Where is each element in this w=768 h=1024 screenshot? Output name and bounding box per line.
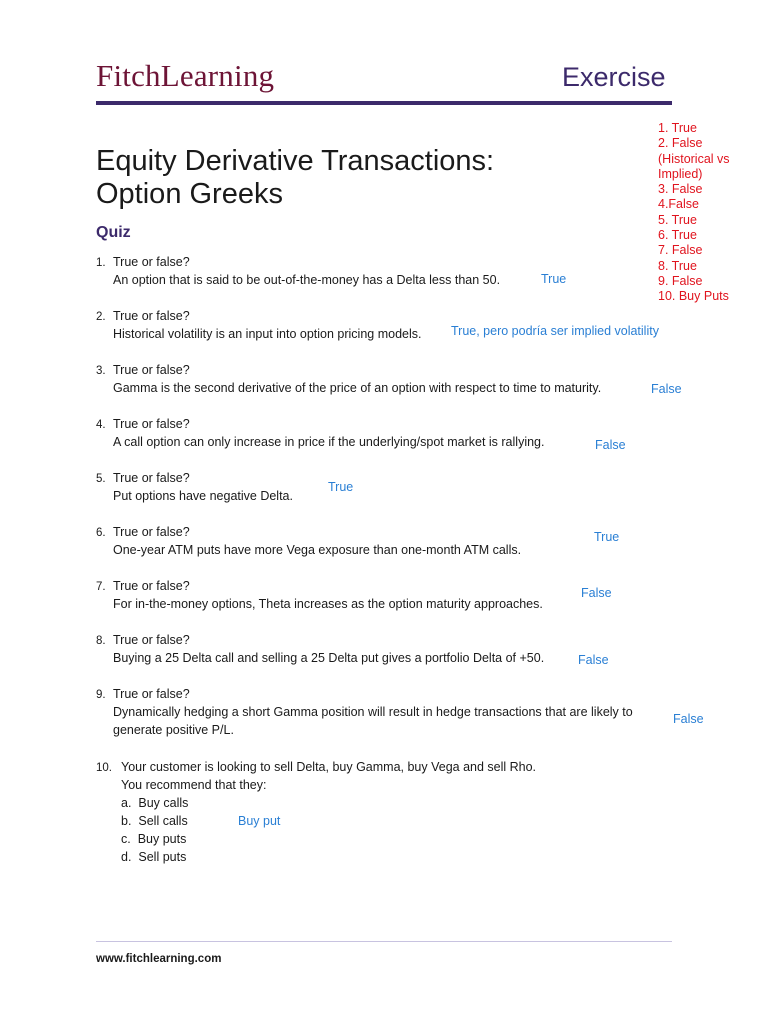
page-title-line: Option Greeks — [96, 178, 283, 210]
answer-key-item: 4.False — [658, 197, 699, 212]
question-prompt: True or false? — [113, 633, 190, 647]
question-number: 7. — [96, 581, 106, 593]
option-item — [121, 830, 188, 848]
question-prompt: True or false? — [113, 309, 190, 323]
handwritten-answer: Buy put — [238, 814, 281, 828]
option-letter: b. — [121, 814, 132, 828]
section-subtitle: Quiz — [96, 224, 131, 241]
question-statement: Gamma is the second derivative of the price of an option with respect to time to maturity. — [113, 381, 602, 395]
question-number: 9. — [96, 689, 106, 701]
question-statement: An option that is said to be out-of-the-money has a Delta less than 50. — [113, 273, 501, 287]
handwritten-answer: True, pero podría ser implied volatility — [451, 324, 659, 338]
question-item — [113, 415, 544, 451]
answer-key-item: 3. False — [658, 182, 703, 197]
answer-key-item: 8. True — [658, 258, 697, 273]
option-item — [121, 848, 188, 866]
question-statement: For in-the-money options, Theta increases as the option maturity approaches. — [113, 597, 543, 611]
question-item — [121, 758, 536, 794]
answer-key-item: 9. False — [658, 273, 703, 288]
question-statement: Dynamically hedging a short Gamma position will result in hedge transactions that are likely to — [113, 705, 633, 719]
question-prompt: True or false? — [113, 525, 190, 539]
footer-divider — [96, 941, 672, 942]
answer-key-item: 2. False — [658, 136, 703, 151]
question-item — [113, 631, 544, 667]
exercise-label: Exercise — [562, 62, 666, 92]
header-divider — [96, 101, 672, 105]
question-prompt: True or false? — [113, 417, 190, 431]
option-letter: d. — [121, 850, 132, 864]
option-letter: c. — [121, 832, 131, 846]
question-statement: Put options have negative Delta. — [113, 489, 293, 503]
handwritten-answer: True — [328, 480, 354, 494]
question-number: 1. — [96, 257, 106, 269]
question-prompt: True or false? — [113, 255, 190, 269]
option-letter: a. — [121, 796, 132, 810]
answer-key-item: 7. False — [658, 243, 703, 258]
handwritten-answer: False — [651, 382, 682, 396]
handwritten-answer: True — [594, 530, 620, 544]
option-text: Sell calls — [138, 814, 188, 828]
option-item — [121, 812, 188, 830]
question-number: 2. — [96, 311, 106, 323]
answer-key-item: (Historical vs — [658, 151, 730, 166]
option-text: Buy calls — [138, 796, 189, 810]
answer-key-item: 5. True — [658, 212, 697, 227]
question-item — [113, 361, 601, 397]
question-item — [113, 307, 421, 343]
question-prompt: True or false? — [113, 363, 190, 377]
question-prompt: True or false? — [113, 471, 190, 485]
question-item — [113, 469, 293, 505]
handwritten-answer: False — [581, 586, 612, 600]
question-number: 3. — [96, 365, 106, 377]
answer-key — [658, 121, 730, 305]
question-statement: Your customer is looking to sell Delta, buy Gamma, buy Vega and sell Rho. — [121, 760, 537, 774]
question-statement: A call option can only increase in price if the underlying/spot market is rallying. — [113, 435, 545, 449]
question-statement: generate positive P/L. — [113, 723, 234, 737]
question-item — [113, 253, 500, 289]
page-title-line: Equity Derivative Transactions: — [96, 145, 495, 177]
option-item — [121, 794, 188, 812]
handwritten-answer: False — [595, 438, 626, 452]
question-item — [113, 685, 633, 739]
question-statement: One-year ATM puts have more Vega exposure than one-month ATM calls. — [113, 543, 522, 557]
handwritten-answer: False — [673, 712, 704, 726]
option-list — [121, 794, 188, 866]
answer-key-item: 10. Buy Puts — [658, 289, 729, 304]
handwritten-answer: False — [578, 653, 609, 667]
question-prompt: True or false? — [113, 687, 190, 701]
question-number: 8. — [96, 635, 106, 647]
question-number: 4. — [96, 419, 106, 431]
option-text: Buy puts — [137, 832, 187, 846]
question-statement: Historical volatility is an input into option pricing models. — [113, 327, 422, 341]
answer-key-item: Implied) — [658, 166, 703, 181]
question-statement: Buying a 25 Delta call and selling a 25 Delta put gives a portfolio Delta of +50. — [113, 651, 545, 665]
option-text: Sell puts — [138, 850, 187, 864]
answer-key-item: 1. True — [658, 121, 697, 135]
answer-key-item: 6. True — [658, 228, 697, 243]
question-item — [113, 523, 521, 559]
question-prompt: True or false? — [113, 579, 190, 593]
question-number: 10. — [96, 762, 112, 774]
question-item — [113, 577, 543, 613]
question-number: 6. — [96, 527, 106, 539]
question-number: 5. — [96, 473, 106, 485]
fitch-learning-logo: FitchLearning — [96, 58, 275, 93]
footer-url[interactable]: www.fitchlearning.com — [96, 953, 222, 965]
question-statement: You recommend that they: — [121, 778, 267, 792]
handwritten-answer: True — [541, 272, 567, 286]
page-title — [96, 145, 494, 211]
